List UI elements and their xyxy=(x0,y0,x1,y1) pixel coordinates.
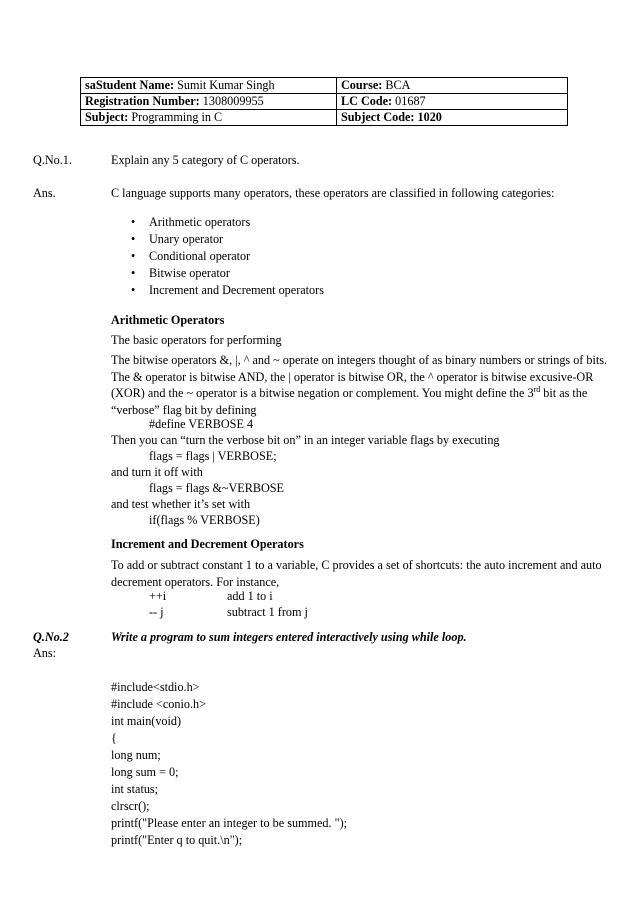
table-row xyxy=(81,110,568,126)
answer-2-label: Ans: xyxy=(33,646,57,660)
subject-cell xyxy=(81,110,337,126)
if-line: if(flags % VERBOSE) xyxy=(149,513,260,527)
increment-op: ++i xyxy=(149,589,167,603)
arithmetic-text: The basic operators for performing xyxy=(111,333,282,347)
student-name-label: saStudent Name: xyxy=(85,78,175,92)
question-2-label: Q.No.2 xyxy=(33,630,69,644)
then-text: Then you can “turn the verbose bit on” in an integer variable flags by executing xyxy=(111,433,500,447)
lc-code-label: LC Code: xyxy=(341,94,393,108)
define-line: #define VERBOSE 4 xyxy=(149,417,254,431)
turn-off-text: and turn it off with xyxy=(111,465,203,479)
student-name-value: Sumit Kumar Singh xyxy=(177,78,275,92)
table-row xyxy=(81,78,568,94)
code-line: printf("Enter q to quit.\n"); xyxy=(111,833,243,847)
code-line: int status; xyxy=(111,782,159,796)
increment-desc: add 1 to i xyxy=(227,589,273,603)
ordinal-superscript: rd xyxy=(533,384,541,394)
operator-category-list xyxy=(131,214,324,299)
code-line: long num; xyxy=(111,748,161,762)
question-2-text: Write a program to sum integers entered interactively using while loop. xyxy=(111,630,467,644)
code-line: int main(void) xyxy=(111,714,182,728)
table-row xyxy=(81,94,568,110)
flags-on-line: flags = flags | VERBOSE; xyxy=(149,449,277,463)
registration-value: 1308009955 xyxy=(202,94,264,108)
lc-code-value: 01687 xyxy=(395,94,426,108)
bitwise-text-end: bit as the “verbose” flag bit by defining xyxy=(111,386,588,417)
subject-code-label: Subject Code: xyxy=(341,110,415,124)
student-name-cell xyxy=(81,78,337,94)
course-cell xyxy=(337,78,568,94)
course-value: BCA xyxy=(385,78,411,92)
code-line: #include<stdio.h> xyxy=(111,680,200,694)
incdec-heading: Increment and Decrement Operators xyxy=(111,537,304,551)
flags-off-line: flags = flags &~VERBOSE xyxy=(149,481,284,495)
code-line: clrscr(); xyxy=(111,799,150,813)
list-item: • Arithmetic operators xyxy=(131,214,324,231)
list-item: • Increment and Decrement operators xyxy=(131,282,324,299)
subject-code-value: 1020 xyxy=(417,110,442,124)
list-item: • Conditional operator xyxy=(131,248,324,265)
code-line: long sum = 0; xyxy=(111,765,179,779)
decrement-desc: subtract 1 from j xyxy=(227,605,308,619)
code-line: printf("Please enter an integer to be summed. "); xyxy=(111,816,348,830)
bitwise-paragraph xyxy=(111,352,611,418)
list-item: • Unary operator xyxy=(131,231,324,248)
code-line: #include <conio.h> xyxy=(111,697,206,711)
course-label: Course: xyxy=(341,78,383,92)
subject-value: Programming in C xyxy=(131,110,223,124)
test-text: and test whether it’s set with xyxy=(111,497,251,511)
lc-code-cell xyxy=(337,94,568,110)
subject-code-cell xyxy=(337,110,568,126)
bitwise-text: The bitwise operators &, |, ^ and ~ operate on integers thought of as binary numbers or strings of bits. The & operator is bitwise AND, the | operator is bitwise OR, the ^ operator is bitwise excusive-OR (XOR) and the ~ operator is a bitwise negation or complement. You might define the 3 xyxy=(111,353,608,400)
answer-1-label: Ans. xyxy=(33,186,56,200)
question-1-text: Explain any 5 category of C operators. xyxy=(111,153,300,167)
answer-1-intro: C language supports many operators, these operators are classified in following categories: xyxy=(111,186,555,200)
decrement-op: -- j xyxy=(149,605,164,619)
incdec-paragraph: To add or subtract constant 1 to a variable, C provides a set of shortcuts: the auto increment and auto decrement operators. For instance, xyxy=(111,558,602,589)
code-line: { xyxy=(111,731,117,745)
subject-label: Subject: xyxy=(85,110,129,124)
question-1-label: Q.No.1. xyxy=(33,153,72,167)
arithmetic-heading: Arithmetic Operators xyxy=(111,313,225,327)
list-item: • Bitwise operator xyxy=(131,265,324,282)
registration-label: Registration Number: xyxy=(85,94,200,108)
registration-cell xyxy=(81,94,337,110)
student-info-table xyxy=(80,77,568,126)
